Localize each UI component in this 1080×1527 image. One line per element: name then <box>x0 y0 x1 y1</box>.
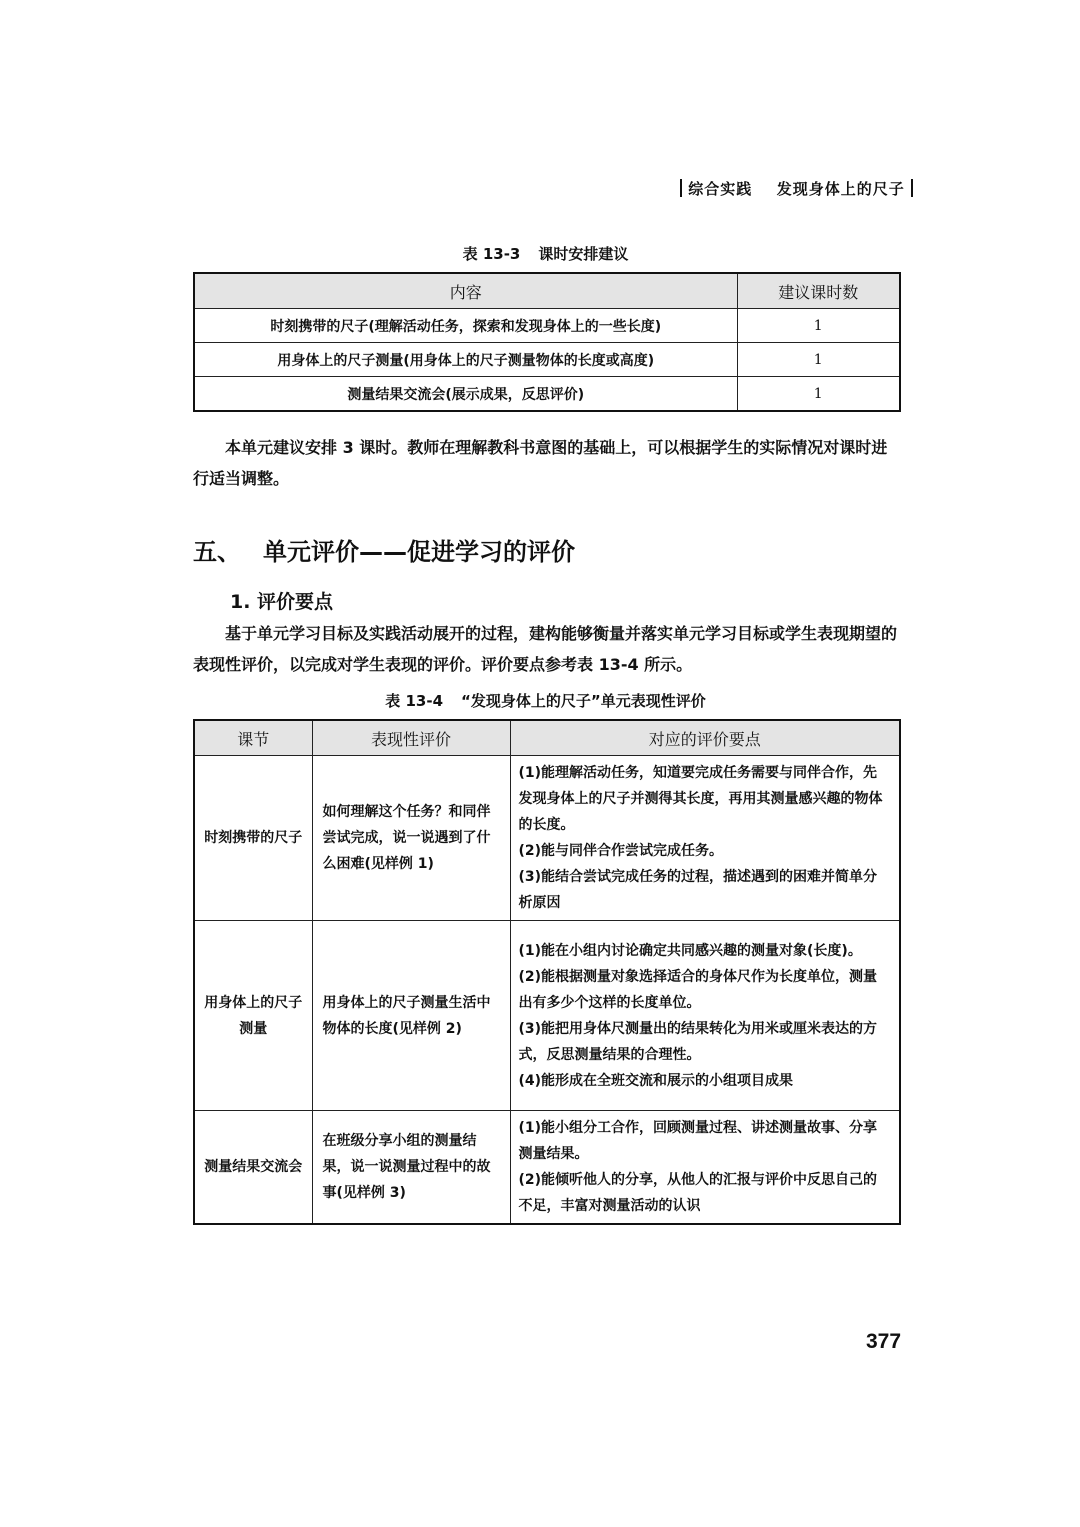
running-head-right-rule <box>911 179 913 197</box>
table-header-row <box>194 720 900 756</box>
running-head <box>680 178 913 199</box>
page-number: 377 <box>866 1330 902 1353</box>
cell-content: 测量结果交流会(展示成果，反思评价) <box>194 377 737 412</box>
section-title: 单元评价——促进学习的评价 <box>263 538 575 566</box>
evaluation-point: (2)能与同伴合作尝试完成任务。 <box>518 843 724 859</box>
table-row <box>194 921 900 1111</box>
evaluation-point: (1)能理解活动任务，知道要完成任务需要与同伴合作，先发现身体上的尺子并测得其长度，再用其测量感兴趣的物体的长度。 <box>518 765 883 833</box>
cell-lesson: 时刻携带的尺子 <box>194 756 312 921</box>
table1-title: 课时安排建议 <box>538 245 629 263</box>
cell-performance: 如何理解这个任务？和同伴尝试完成，说一说遇到了什么困难(见样例 1) <box>312 756 510 921</box>
table-row <box>194 756 900 921</box>
column-header-hours: 建议课时数 <box>737 273 900 309</box>
evaluation-table <box>193 719 901 1225</box>
cell-points <box>510 921 900 1111</box>
cell-hours: 1 <box>737 309 900 343</box>
running-head-left-rule <box>680 179 682 197</box>
evaluation-point: (4)能形成在全班交流和展示的小组项目成果 <box>518 1072 794 1089</box>
evaluation-point: (1)能在小组内讨论确定共同感兴趣的测量对象(长度)。 <box>518 942 862 959</box>
section-number: 五、 <box>193 538 241 566</box>
evaluation-point: (2)能倾听他人的分享，从他人的汇报与评价中反思自己的不足，丰富对测量活动的认识 <box>518 1172 878 1214</box>
subsection-heading: 1. 评价要点 <box>230 591 334 613</box>
evaluation-point: (3)能结合尝试完成任务的过程，描述遇到的困难并简单分析原因 <box>518 869 878 911</box>
cell-hours: 1 <box>737 377 900 412</box>
evaluation-point: (1)能小组分工合作，回顾测量过程、讲述测量故事、分享测量结果。 <box>518 1120 878 1162</box>
cell-content: 用身体上的尺子测量(用身体上的尺子测量物体的长度或高度) <box>194 343 737 377</box>
column-header-performance: 表现性评价 <box>312 720 510 756</box>
cell-content: 时刻携带的尺子(理解活动任务，探索和发现身体上的一些长度) <box>194 309 737 343</box>
cell-performance: 用身体上的尺子测量生活中物体的长度(见样例 2) <box>312 921 510 1111</box>
schedule-table <box>193 272 901 412</box>
section-heading <box>193 532 575 567</box>
paragraph-schedule-note: 本单元建议安排 3 课时。教师在理解教科书意图的基础上，可以根据学生的实际情况对课时进行适当调整。 <box>193 438 888 488</box>
table-row <box>194 1111 900 1225</box>
cell-points <box>510 1111 900 1225</box>
table-row <box>194 377 900 412</box>
table2-number: 表 13-4 <box>385 692 444 710</box>
cell-hours: 1 <box>737 343 900 377</box>
table2-caption <box>193 690 898 711</box>
table2-title: “发现身体上的尺子”单元表现性评价 <box>461 692 706 710</box>
evaluation-point: (3)能把用身体尺测量出的结果转化为用米或厘米表达的方式，反思测量结果的合理性。 <box>518 1020 878 1063</box>
running-head-section: 综合实践 <box>688 180 753 198</box>
table-row <box>194 343 900 377</box>
cell-performance: 在班级分享小组的测量结果，说一说测量过程中的故事(见样例 3) <box>312 1111 510 1225</box>
table1-caption <box>193 243 898 264</box>
column-header-points: 对应的评价要点 <box>510 720 900 756</box>
running-head-chapter: 发现身体上的尺子 <box>776 180 905 198</box>
cell-points <box>510 756 900 921</box>
column-header-content: 内容 <box>194 273 737 309</box>
evaluation-point: (2)能根据测量对象选择适合的身体尺作为长度单位，测量出有多少个这样的长度单位。 <box>518 968 878 1011</box>
column-header-lesson: 课节 <box>194 720 312 756</box>
table1-number: 表 13-3 <box>462 245 521 263</box>
table-row <box>194 309 900 343</box>
cell-lesson: 用身体上的尺子测量 <box>194 921 312 1111</box>
table-header-row <box>194 273 900 309</box>
cell-lesson: 测量结果交流会 <box>194 1111 312 1225</box>
paragraph-evaluation-intro: 基于单元学习目标及实践活动展开的过程，建构能够衡量并落实单元学习目标或学生表现期望的表现性评价，以完成对学生表现的评价。评价要点参考表 13-4 所示。 <box>193 624 898 674</box>
